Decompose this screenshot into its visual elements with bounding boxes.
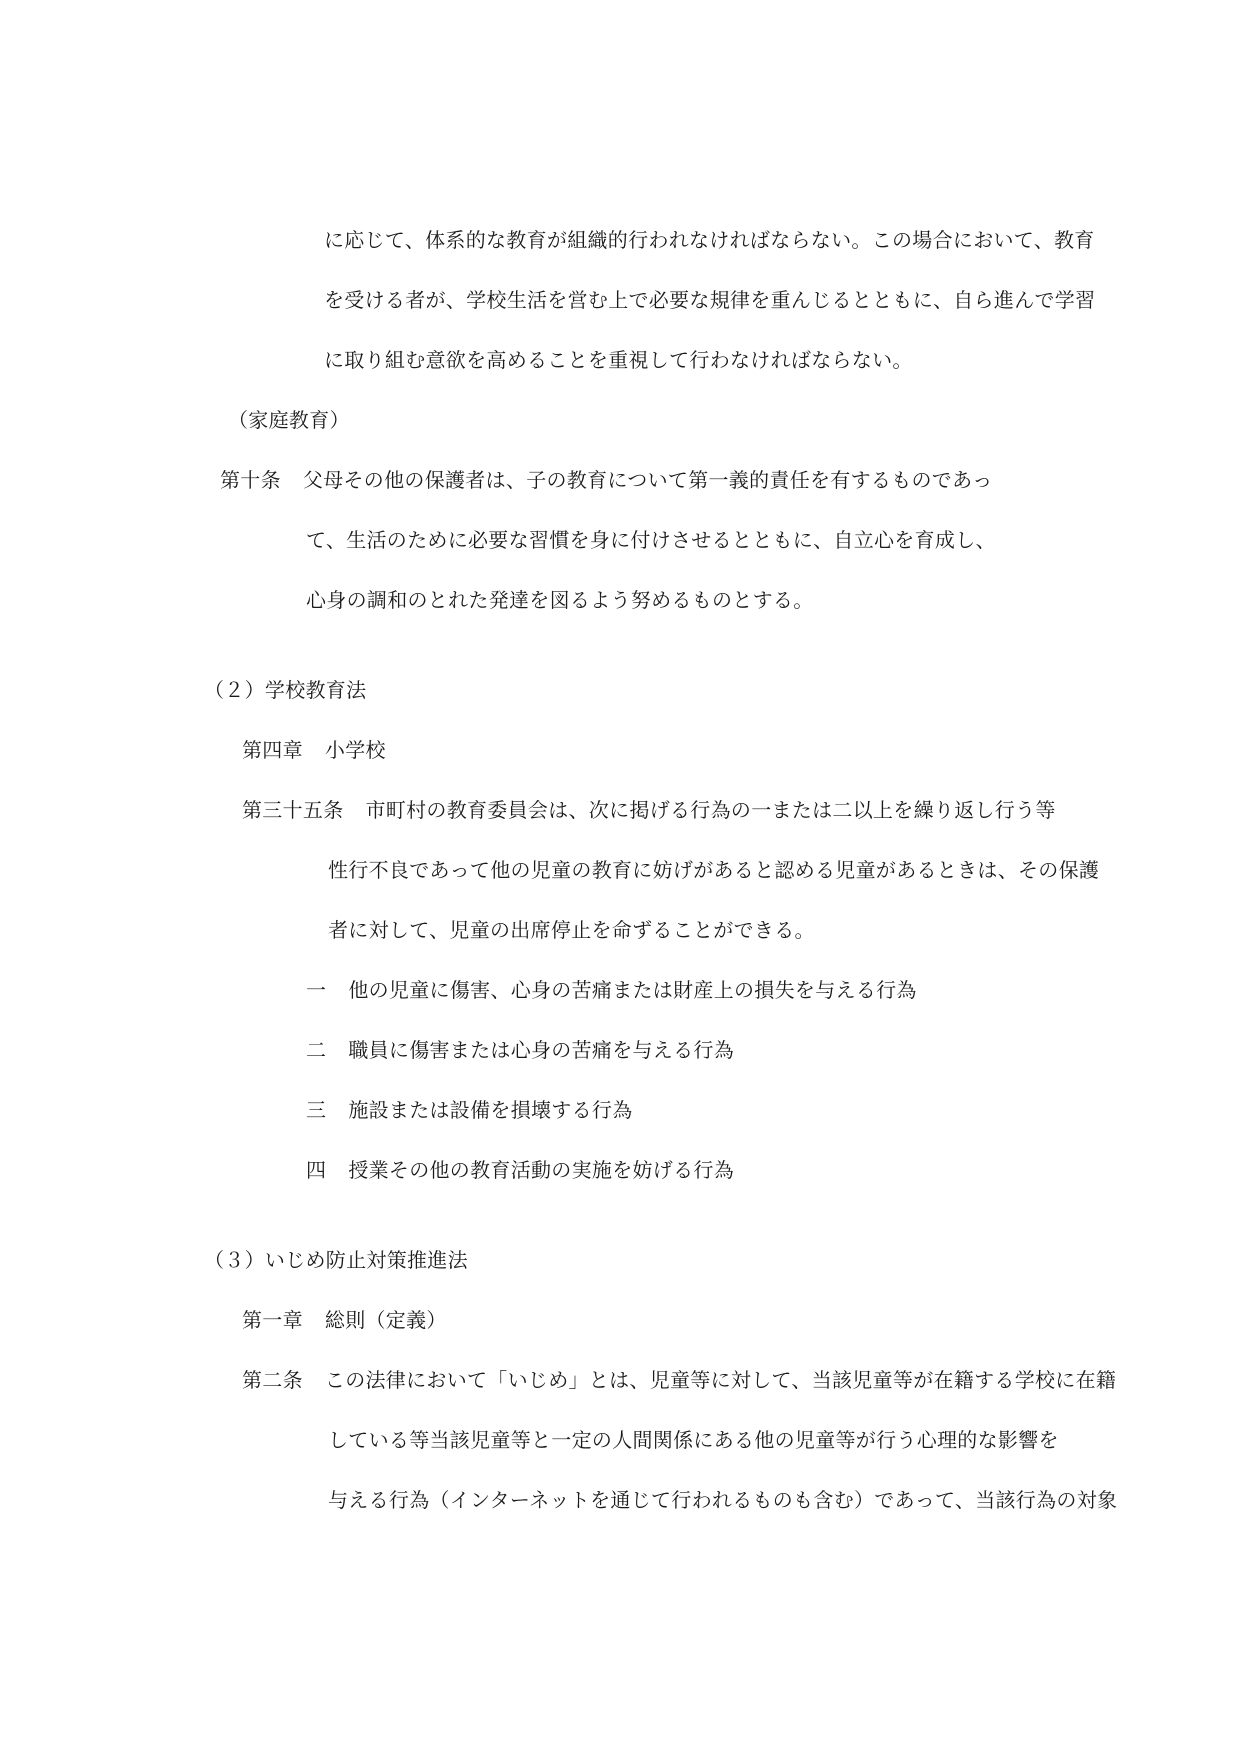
chapter-heading [242,1306,447,1334]
chapter-number: 第一章 [242,1308,303,1332]
paragraph-line: 性行不良であって他の児童の教育に妨げがあると認める児童があるときは、その保護 [328,858,1100,882]
item-text: 職員に傷害または心身の苦痛を与える行為 [348,1038,735,1062]
article-caption: （家庭教育） [228,408,350,432]
list-item [306,976,917,1004]
article-10 [220,466,993,494]
item-text: 施設または設備を損壊する行為 [348,1098,633,1122]
item-text: 授業その他の教育活動の実施を妨げる行為 [348,1158,735,1182]
paragraph-line: している等当該児童等と一定の人間関係にある他の児童等が行う心理的な影響を [328,1428,1059,1452]
paragraph-line: て、生活のために必要な習慣を身に付けさせるとともに、自立心を育成し、 [306,528,996,552]
article-number: 第十条 [220,468,281,492]
item-text: 他の児童に傷害、心身の苦痛または財産上の損失を与える行為 [348,978,917,1002]
article-number: 第三十五条 [242,798,344,822]
article-2 [242,1366,1116,1394]
paragraph-line: 与える行為（インターネットを通じて行われるものも含む）であって、当該行為の対象 [328,1488,1118,1512]
paragraph-line: を受ける者が、学校生活を営む上で必要な規律を重んじるとともに、自ら進んで学習 [324,288,1096,312]
chapter-title: 総則（定義） [324,1308,447,1332]
article-35 [242,796,1056,824]
item-number: 三 [306,1098,327,1122]
section-heading: （２）学校教育法 [204,678,367,702]
item-number: 一 [306,978,327,1002]
item-number: 四 [306,1158,327,1182]
chapter-heading [242,736,386,764]
paragraph-line: 者に対して、児童の出席停止を命ずることができる。 [328,918,815,942]
chapter-number: 第四章 [242,738,303,762]
paragraph-line: に応じて、体系的な教育が組織的行われなければならない。この場合において、教育 [324,228,1095,252]
list-item [306,1036,734,1064]
article-text: 父母その他の保護者は、子の教育について第一義的責任を有するものであっ [302,468,993,492]
section-heading: （３）いじめ防止対策推進法 [204,1248,468,1272]
item-number: 二 [306,1038,327,1062]
chapter-title: 小学校 [324,738,386,762]
list-item [306,1096,633,1124]
paragraph-line: に取り組む意欲を高めることを重視して行わなければならない。 [324,348,913,372]
article-text: この法律において「いじめ」とは、児童等に対して、当該児童等が在籍する学校に在籍 [324,1368,1117,1392]
article-text: 市町村の教育委員会は、次に掲げる行為の一または二以上を繰り返し行う等 [365,798,1056,822]
article-number: 第二条 [242,1368,303,1392]
paragraph-line: 心身の調和のとれた発達を図るよう努めるものとする。 [306,588,814,612]
list-item [306,1156,734,1184]
